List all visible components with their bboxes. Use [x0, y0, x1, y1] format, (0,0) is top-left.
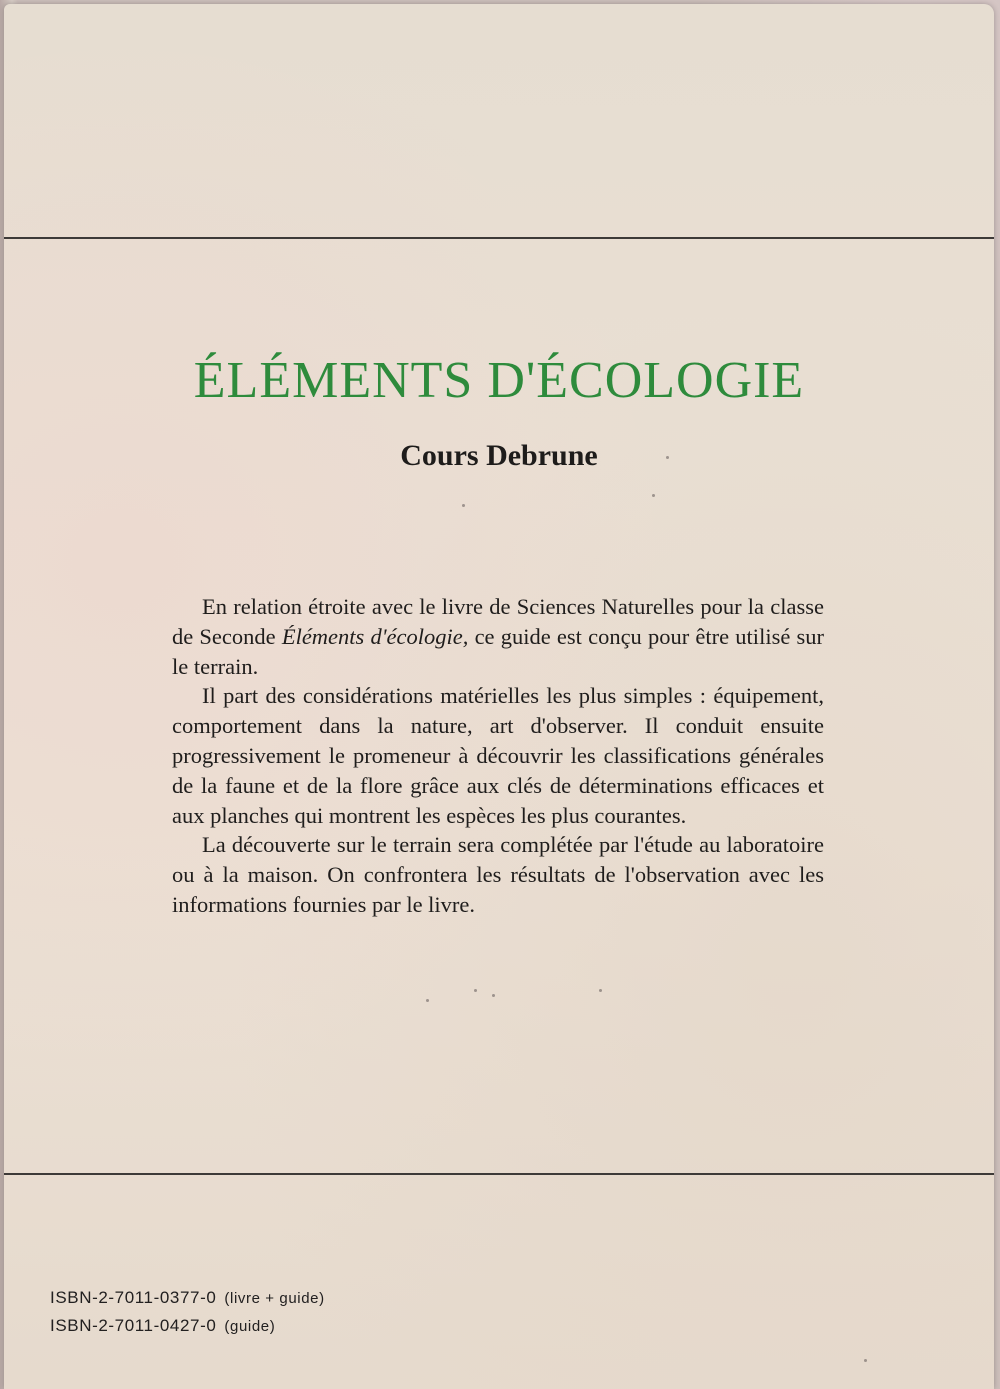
isbn-number: ISBN-2-7011-0427-0 — [50, 1316, 217, 1335]
blurb-paragraph-1-before: En relation étroite avec le livre de Sciences Naturelles pour la classe de Seconde — [172, 594, 824, 649]
book-back-cover — [4, 4, 994, 1389]
book-title: ÉLÉMENTS D'ÉCOLOGIE — [193, 352, 805, 409]
paper-speck — [599, 989, 602, 992]
isbn-line — [50, 1284, 325, 1312]
isbn-number: ISBN-2-7011-0377-0 — [50, 1288, 217, 1307]
book-subtitle: Cours Debrune — [400, 439, 598, 472]
paper-speck — [864, 1359, 867, 1362]
paper-speck — [666, 456, 669, 459]
paper-speck — [462, 504, 465, 507]
paper-speck — [426, 999, 429, 1002]
blurb-paragraph-3: La découverte sur le terrain sera complétée par l'étude au laboratoire ou à la maison. On confrontera les résultats de l'observation avec les informations fournies par le livre. — [172, 832, 824, 917]
blurb-paragraph-1-after: ce guide est conçu pour être utilisé sur le terrain. — [172, 623, 824, 679]
blurb — [172, 592, 824, 920]
blurb-paragraph-2: Il part des considérations matérielles les plus simples : équipement, comportement dans la nature, art d'observer. Il conduit ensuite progressivement le promeneur à découvrir les classifications générales de la faune et de la flore grâce aux clés de déterminations efficaces et aux planches qui montrent les espèces les plus courantes. — [172, 683, 824, 828]
blurb-paragraph-1 — [172, 592, 824, 681]
blurb-book-reference: Éléments d'écologie, — [281, 623, 469, 649]
paper-speck — [474, 989, 477, 992]
paper-speck — [652, 494, 655, 497]
top-rule — [4, 237, 994, 239]
isbn-note: (livre + guide) — [224, 1290, 325, 1307]
isbn-note: (guide) — [224, 1318, 276, 1335]
isbn-line — [50, 1312, 325, 1340]
paper-speck — [492, 994, 495, 997]
isbn-block — [50, 1284, 325, 1340]
bottom-rule — [4, 1173, 994, 1175]
